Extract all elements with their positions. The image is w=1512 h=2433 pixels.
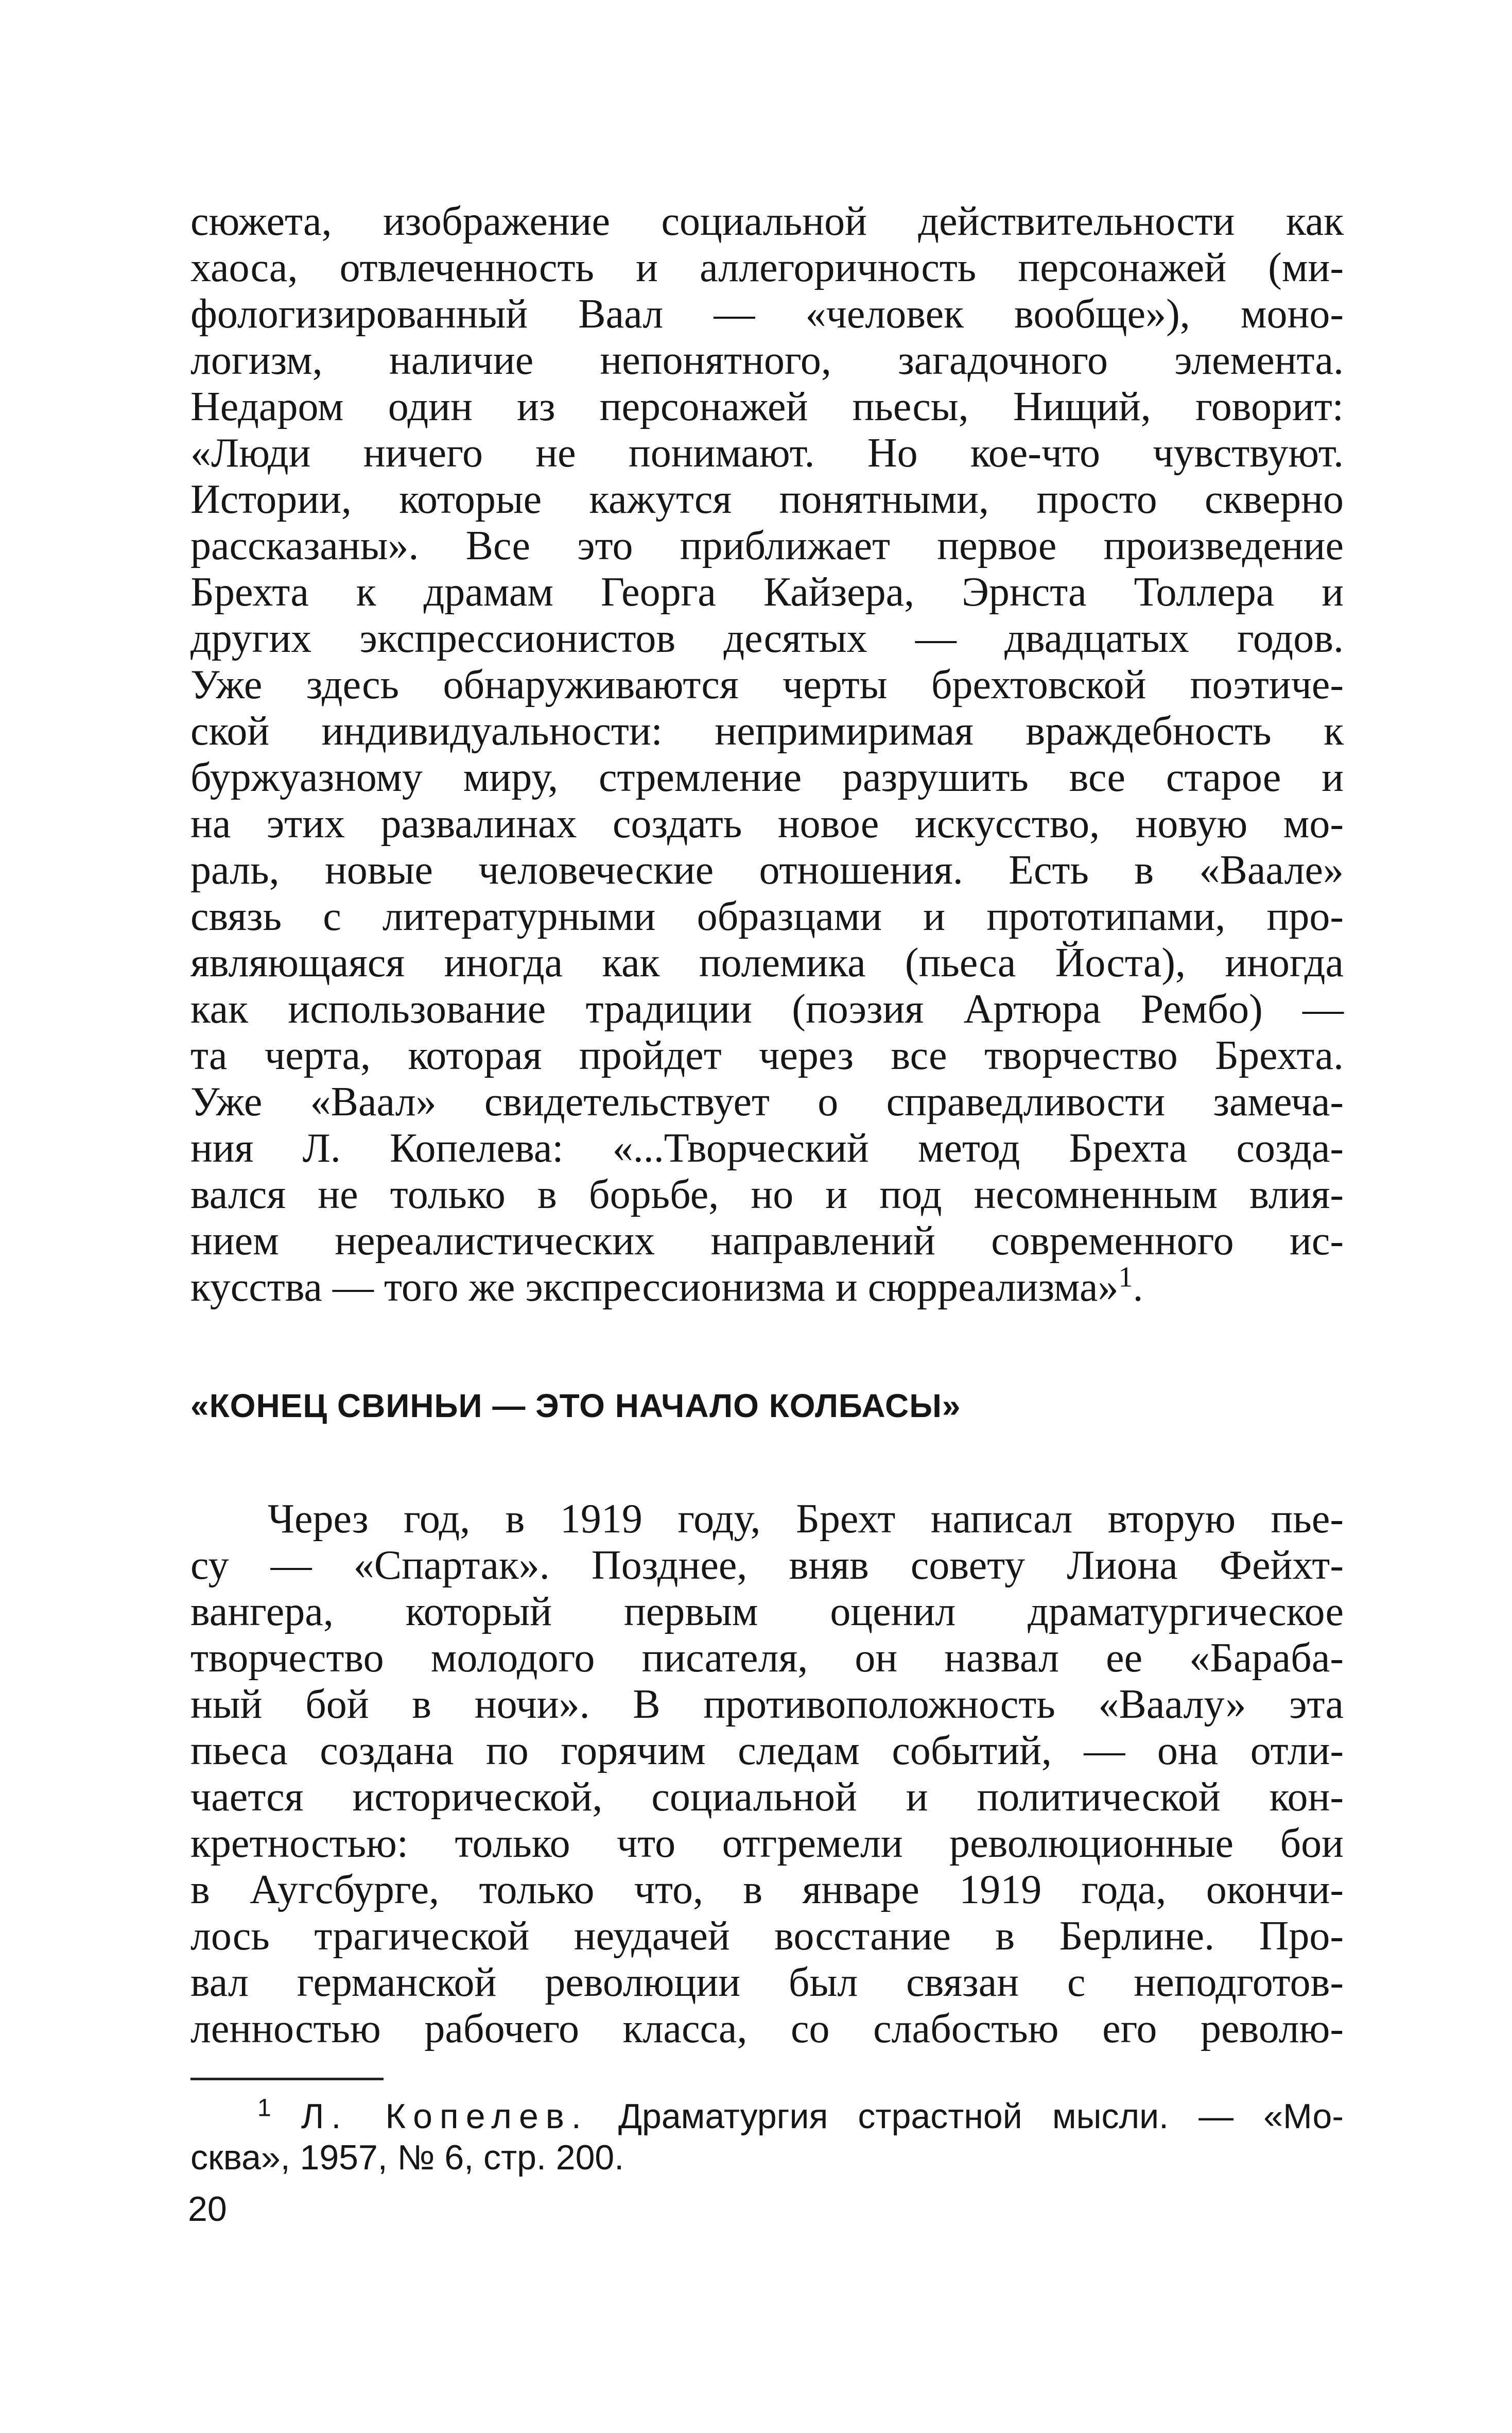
text-line: Недаром один из персонажей пьесы, Нищий, говорит: [190,384,1344,429]
text-line-content: кусства — того же экспрессионизма и сюрреализма» [190,1265,1119,1310]
text-line: фологизированный Ваал — «человек вообще»), моно- [190,291,1344,337]
section-heading: «КОНЕЦ СВИНЬИ — ЭТО НАЧАЛО КОЛБАСЫ» [190,1387,961,1424]
text-line: ный бой в ночи». В противоположность «Ваалу» эта [190,1682,1344,1727]
text-line: буржуазному миру, стремление разрушить все старое и [190,755,1344,800]
text-line: Уже здесь обнаруживаются черты брехтовской поэтиче- [190,662,1344,708]
text-line-with-footnote: кусства — того же экспрессионизма и сюрреализма»$^1$. [190,1261,1143,1310]
footnote-mark: 1 [257,2094,271,2122]
text-line: Брехта к драмам Георга Кайзера, Эрнста Толлера и [190,570,1344,615]
text-line: та черта, которая пройдет через все творчество Брехта. [190,1033,1344,1078]
footnote-line: сква», 1957, № 6, стр. 200. [190,2138,624,2177]
text-line: рассказаны». Все это приближает первое произведение [190,523,1344,568]
text-line: других экспрессионистов десятых — двадцатых годов. [190,616,1344,661]
footnote-separator [190,2078,384,2080]
text-line: ской индивидуальности: непримиримая враждебность к [190,709,1344,754]
text-line: лось трагической неудачей восстание в Берлине. Про- [190,1913,1344,1959]
text-line: логизм, наличие непонятного, загадочного элемента. [190,338,1344,383]
text-line: кретностью: только что отгремели революционные бои [190,1821,1344,1866]
text-line: вал германской революции был связан с неподготов- [190,1960,1344,2005]
text-line: «Люди ничего не понимают. Но кое-что чувствуют. [190,430,1344,476]
text-line: Истории, которые кажутся понятными, просто скверно [190,477,1344,522]
text-line: хаоса, отвлеченность и аллегоричность персонажей (ми- [190,245,1344,290]
text-line: Через год, в 1919 году, Брехт написал вторую пье- [268,1496,1344,1542]
text-line: раль, новые человеческие отношения. Есть в «Ваале» [190,848,1344,893]
text-line: связь с литературными образцами и прототипами, про- [190,894,1344,939]
footnote-author: Л. Копелев. [301,2097,588,2136]
text-line: Уже «Ваал» свидетельствует о справедливости замеча- [190,1079,1344,1125]
text-line: в Аугсбурге, только что, в январе 1919 года, окончи- [190,1867,1344,1912]
page-number: 20 [188,2189,227,2229]
text-line: нием нереалистических направлений современного ис- [190,1218,1344,1264]
text-line: вангера, который первым оценил драматургическое [190,1589,1344,1634]
text-line: пьеса создана по горячим следам событий, — она отли- [190,1728,1344,1773]
text-line: ния Л. Копелева: «...Творческий метод Брехта созда- [190,1126,1344,1171]
text-line: творчество молодого писателя, он назвал ее «Бараба- [190,1635,1344,1681]
text-line: су — «Спартак». Позднее, вняв совету Лиона Фейхт- [190,1543,1344,1588]
text-line: сюжета, изображение социальной действительности как [190,199,1344,244]
text-line: как использование традиции (поэзия Артюра Рембо) — [190,987,1344,1032]
text-line: ленностью рабочего класса, со слабостью его револю- [190,2006,1344,2051]
footnote-title: Драматургия страстной мысли. — «Мо- [588,2097,1344,2136]
text-line: на этих развалинах создать новое искусство, новую мо- [190,801,1344,847]
footnote-line [257,2096,1344,2137]
text-line: вался не только в борьбе, но и под несомненным влия- [190,1172,1344,1217]
text-line: чается исторической, социальной и политической кон- [190,1774,1344,1820]
text-line: являющаяся иногда как полемика (пьеса Йоста), иногда [190,940,1344,986]
footnote-reference[interactable]: 1 [1118,1261,1133,1293]
